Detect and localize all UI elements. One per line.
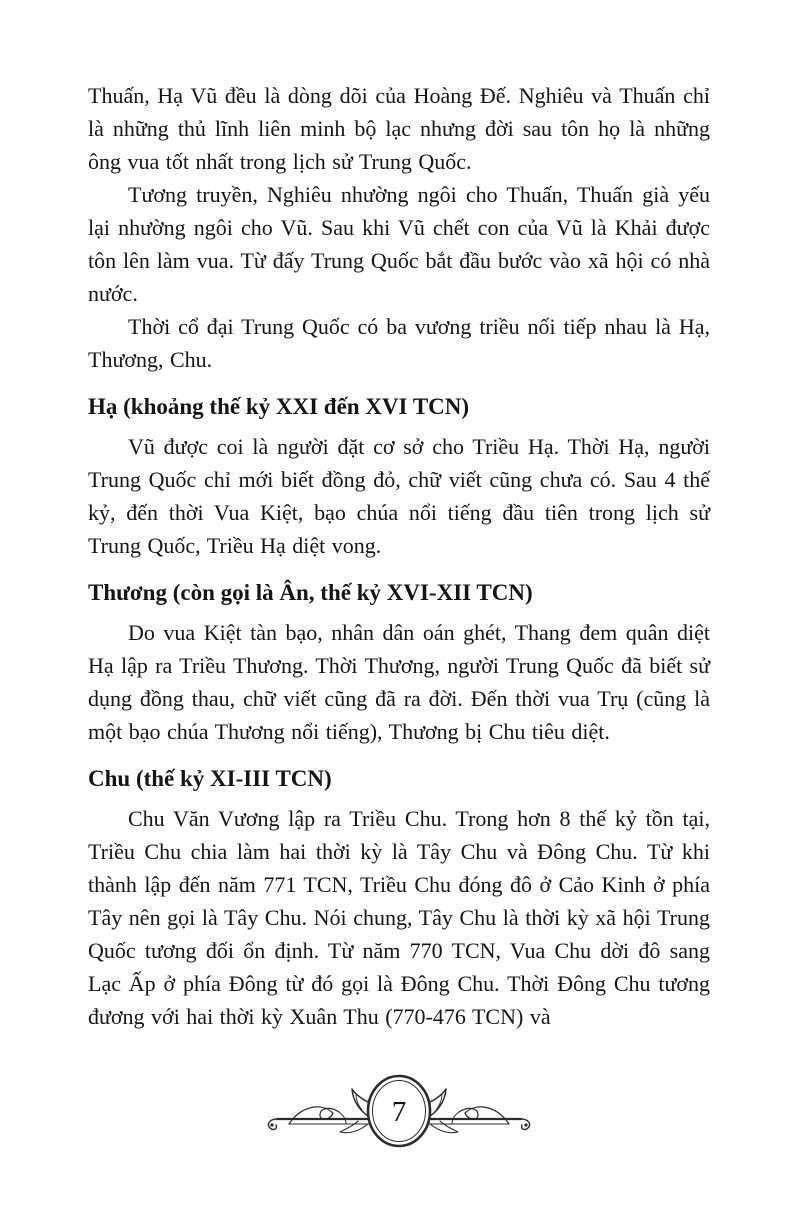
page-number: 7 [391, 1096, 407, 1128]
section-heading-thuong: Thương (còn gọi là Ân, thế kỷ XVI-XII TCN) [88, 580, 533, 605]
paragraph: Chu Văn Vương lập ra Triều Chu. Trong hơn 8 thế kỷ tồn tại, Triều Chu chia làm hai thời kỳ là Tây Chu và Đông Chu. Từ khi thành lập đến năm 771 TCN, Triều Chu đóng đô ở Cảo Kinh ở phía Tây nên gọi là Tây Chu. Nói chung, Tây Chu là thời kỳ xã hội Trung Quốc tương đối ổn định. Từ năm 770 TCN, Vua Chu dời đô sang Lạc Ấp ở phía Đông từ đó gọi là Đông Chu. Thời Đông Chu tương đương với hai thời kỳ Xuân Thu (770-476 TCN) và [88, 806, 710, 1029]
paragraph: Tương truyền, Nghiêu nhường ngôi cho Thuấn, Thuấn già yếu lại nhường ngôi cho Vũ. Sau khi Vũ chết con của Vũ là Khải được tôn lên làm vua. Từ đấy Trung Quốc bắt đầu bước vào xã hội có nhà nước. [88, 182, 710, 306]
left-flourish [268, 1089, 373, 1133]
page-content [88, 79, 710, 1033]
paragraph-continuation: Thuấn, Hạ Vũ đều là dòng dõi của Hoàng Đế. Nghiêu và Thuấn chỉ là những thủ lĩnh liên minh bộ lạc nhưng đời sau tôn họ là những ông vua tốt nhất trong lịch sử Trung Quốc. [88, 83, 710, 174]
page-number-ornament [249, 1072, 549, 1154]
paragraph: Do vua Kiệt tàn bạo, nhân dân oán ghét, Thang đem quân diệt Hạ lập ra Triều Thương. Thời Thương, người Trung Quốc đã biết sử dụng đồng thau, chữ viết cũng đã ra đời. Đến thời vua Trụ (cũng là một bạo chúa Thương nổi tiếng), Thương bị Chu tiêu diệt. [88, 620, 710, 744]
page-footer [0, 1072, 798, 1154]
paragraph: Vũ được coi là người đặt cơ sở cho Triều Hạ. Thời Hạ, người Trung Quốc chỉ mới biết đồng đỏ, chữ viết cũng chưa có. Sau 4 thế kỷ, đến thời Vua Kiệt, bạo chúa nổi tiếng đầu tiên trong lịch sử Trung Quốc, Triều Hạ diệt vong. [88, 434, 710, 558]
paragraph: Thời cổ đại Trung Quốc có ba vương triều nối tiếp nhau là Hạ, Thương, Chu. [88, 314, 710, 372]
right-flourish [425, 1089, 530, 1133]
section-heading-ha: Hạ (khoảng thế kỷ XXI đến XVI TCN) [88, 394, 470, 419]
section-heading-chu: Chu (thế kỷ XI-III TCN) [88, 766, 332, 791]
